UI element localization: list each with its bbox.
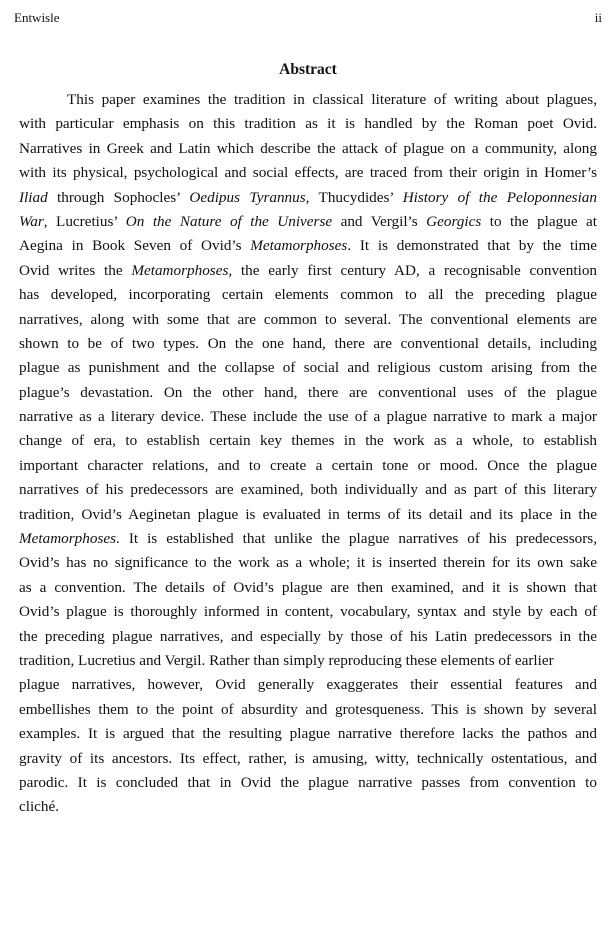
abstract-line: tradition, Ovid’s Aeginetan plague is evaluated in terms of its detail and its place in the [19, 505, 597, 523]
abstract-line: This paper examines the tradition in classical literature of writing about plagues, [67, 91, 597, 108]
abstract-line: Aegina in Book Seven of Ovid’s Metamorphoses. It is demonstrated that by the time [19, 237, 598, 255]
abstract-body [19, 88, 597, 820]
abstract-line: narratives of his predecessors are examined, both individually and as part of this literary [19, 481, 597, 499]
abstract-line: examples. It is argued that the resulting plague narrative therefore lacks the pathos and [19, 725, 597, 743]
abstract-line: Metamorphoses. It is established that unlike the plague narratives of his predecessors, [19, 530, 597, 548]
abstract-line: plague narratives, however, Ovid generally exaggerates their essential features and [19, 676, 597, 694]
abstract-line: with particular emphasis on this tradition as it is handled by the Roman poet Ovid. [19, 115, 597, 133]
abstract-line: narratives, along with some that are common to several. The conventional elements are [19, 310, 597, 328]
abstract-line: shown to be of two types. On the one hand, there are conventional details, including [19, 334, 597, 352]
abstract-line: has developed, incorporating certain elements common to all the preceding plague [19, 286, 597, 304]
abstract-line: embellishes them to the point of absurdity and grotesqueness. This is shown by several [19, 700, 597, 718]
abstract-line: cliché. [19, 798, 60, 816]
abstract-line: plague’s devastation. On the other hand, there are conventional uses of the plague [19, 383, 597, 401]
running-header-author: Entwisle [14, 10, 60, 25]
abstract-line: War, Lucretius’ On the Nature of the Universe and Vergil’s Georgics to the plague at [19, 212, 597, 230]
abstract-line: Iliad through Sophocles’ Oedipus Tyrannus, Thucydides’ History of the Peloponnesian [19, 188, 597, 206]
abstract-line: gravity of its ancestors. Its effect, rather, is amusing, witty, technically ostentatious, and [19, 749, 597, 767]
abstract-line: Ovid writes the Metamorphoses, the early first century AD, a recognisable convention [19, 261, 598, 279]
abstract-line: Narratives in Greek and Latin which describe the attack of plague on a community, along [19, 139, 597, 157]
abstract-line: as a convention. The details of Ovid’s plague are then examined, and it is shown that [19, 578, 597, 596]
page-number: ii [594, 10, 602, 25]
abstract-line: plague as punishment and the collapse of social and religious custom arising from the [19, 359, 597, 377]
abstract-line: the preceding plague narratives, and especially by those of his Latin predecessors in the [19, 627, 597, 645]
abstract-line: narrative as a literary device. These include the use of a plague narrative to mark a major [19, 408, 597, 426]
abstract-line: Ovid’s plague is thoroughly informed in content, vocabulary, syntax and style by each of [19, 603, 597, 621]
abstract-line: Ovid’s has no significance to the work as a whole; it is inserted therein for its own sake [19, 554, 597, 572]
abstract-line: important character relations, and to create a certain tone or mood. Once the plague [19, 456, 597, 474]
abstract-line: parodic. It is concluded that in Ovid the plague narrative passes from convention to [19, 773, 597, 791]
abstract-line: tradition, Lucretius and Vergil. Rather than simply reproducing these elements of earlier [19, 651, 554, 669]
abstract-line: change of era, to establish certain key themes in the work as a whole, to establish [19, 432, 597, 450]
abstract-line: with its physical, psychological and social effects, are traced from their origin in Homer’s [19, 164, 597, 182]
abstract-title: Abstract [279, 61, 337, 78]
